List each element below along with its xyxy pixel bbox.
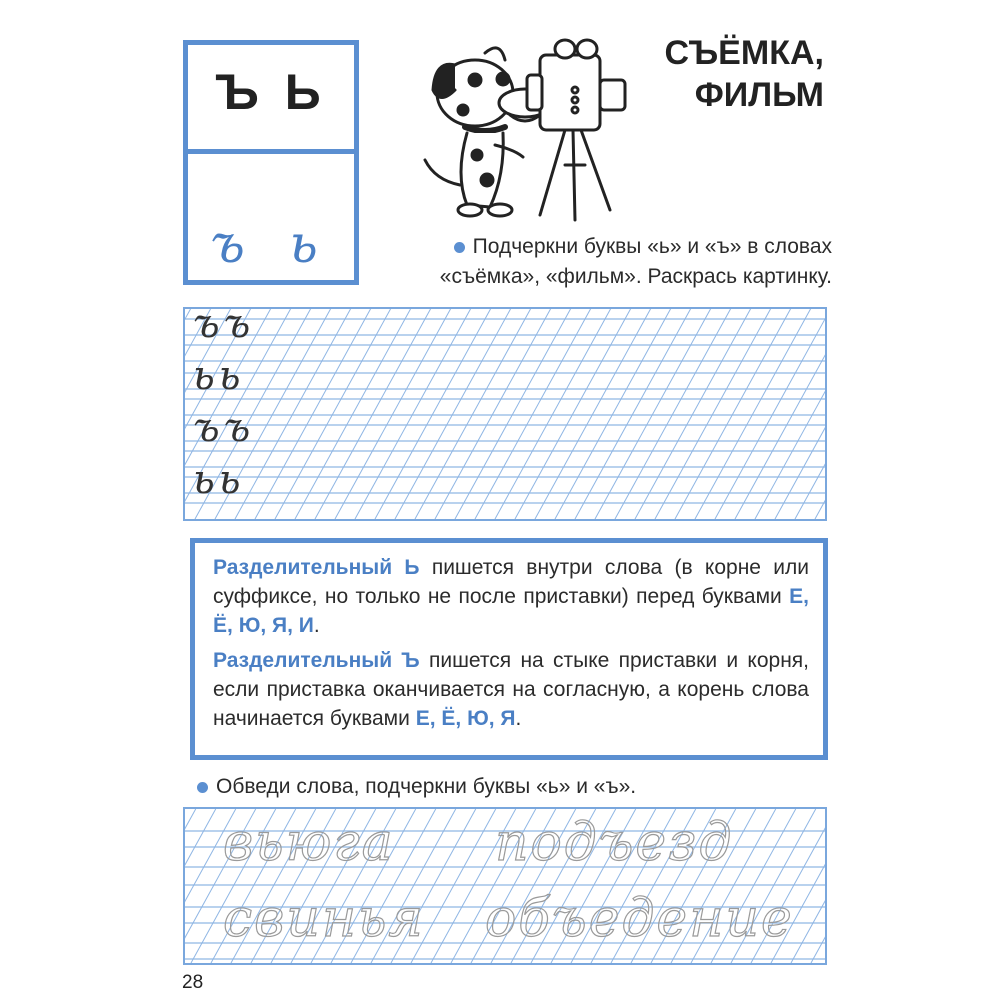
grid-lines: [185, 309, 825, 519]
slant-line: [185, 309, 191, 519]
practice-grid: [183, 307, 827, 521]
practice-line: ьь: [193, 353, 245, 399]
script-letters: ъ ь: [210, 215, 332, 275]
rule-paragraph-soft-sign: [213, 553, 809, 640]
practice-line: ъъ: [193, 405, 255, 451]
rule-body: пишется на стыке приставки и корня, если приставка оканчивается на согласную, а корень слова начинается буквами: [213, 649, 809, 730]
rule-body: пишется внутри слова (в корне или суффиксе, но только не после приставки) перед буквами: [213, 556, 809, 608]
slant-line: [735, 309, 825, 519]
practice-line: ъъ: [193, 307, 255, 347]
trace-grid: [183, 807, 827, 965]
trace-word: свинья: [223, 889, 425, 949]
rule-term: Разделительный Ъ: [213, 649, 420, 672]
rule-box: [190, 538, 828, 760]
slant-line: [715, 309, 825, 519]
rule-end: .: [515, 707, 522, 730]
page-title: [665, 32, 825, 116]
page-number: 28: [182, 972, 204, 993]
rule-paragraph-hard-sign: [213, 646, 809, 733]
practice-line: ьь: [193, 457, 245, 503]
dog-illustration: [415, 35, 640, 225]
slant-line: [775, 309, 825, 519]
letter-card-divider: [188, 149, 354, 154]
trace-word: объедение: [485, 889, 794, 949]
dog-camera-illustration: [415, 35, 640, 225]
letter-card: [183, 40, 359, 285]
slant-line: [795, 309, 825, 519]
slant-line: [755, 309, 825, 519]
rule-letters: Е, Ё, Ю, Я: [415, 707, 516, 730]
slant-line: [791, 809, 825, 963]
rule-end: .: [313, 614, 320, 637]
rule-letters: Е, Ё, Ю, Я, И: [213, 585, 809, 637]
trace-word: подъезд: [495, 813, 734, 873]
print-letters: Ъ Ь: [215, 64, 327, 120]
slant-line: [815, 309, 825, 519]
title-line-2: ФИЛЬМ: [694, 76, 824, 114]
instruction-underline: [372, 232, 832, 292]
title-line-1: СЪЁМКА,: [664, 34, 824, 72]
instruction-text: Обведи слова, подчеркни буквы «ь» и «ъ».: [216, 775, 637, 798]
instruction-line-2: «съёмка», «фильм». Раскрась картинку.: [439, 265, 832, 288]
bullet-icon: [197, 782, 208, 793]
rule-term: Разделительный Ь: [213, 556, 420, 579]
bullet-icon: [454, 242, 465, 253]
trace-word: вьюга: [223, 813, 395, 873]
rule-text: [213, 553, 809, 739]
instruction-line-1: Подчеркни буквы «ь» и «ъ» в словах: [472, 235, 832, 258]
slant-line: [185, 809, 216, 963]
slant-line: [185, 809, 196, 963]
instruction-trace: [197, 772, 817, 802]
